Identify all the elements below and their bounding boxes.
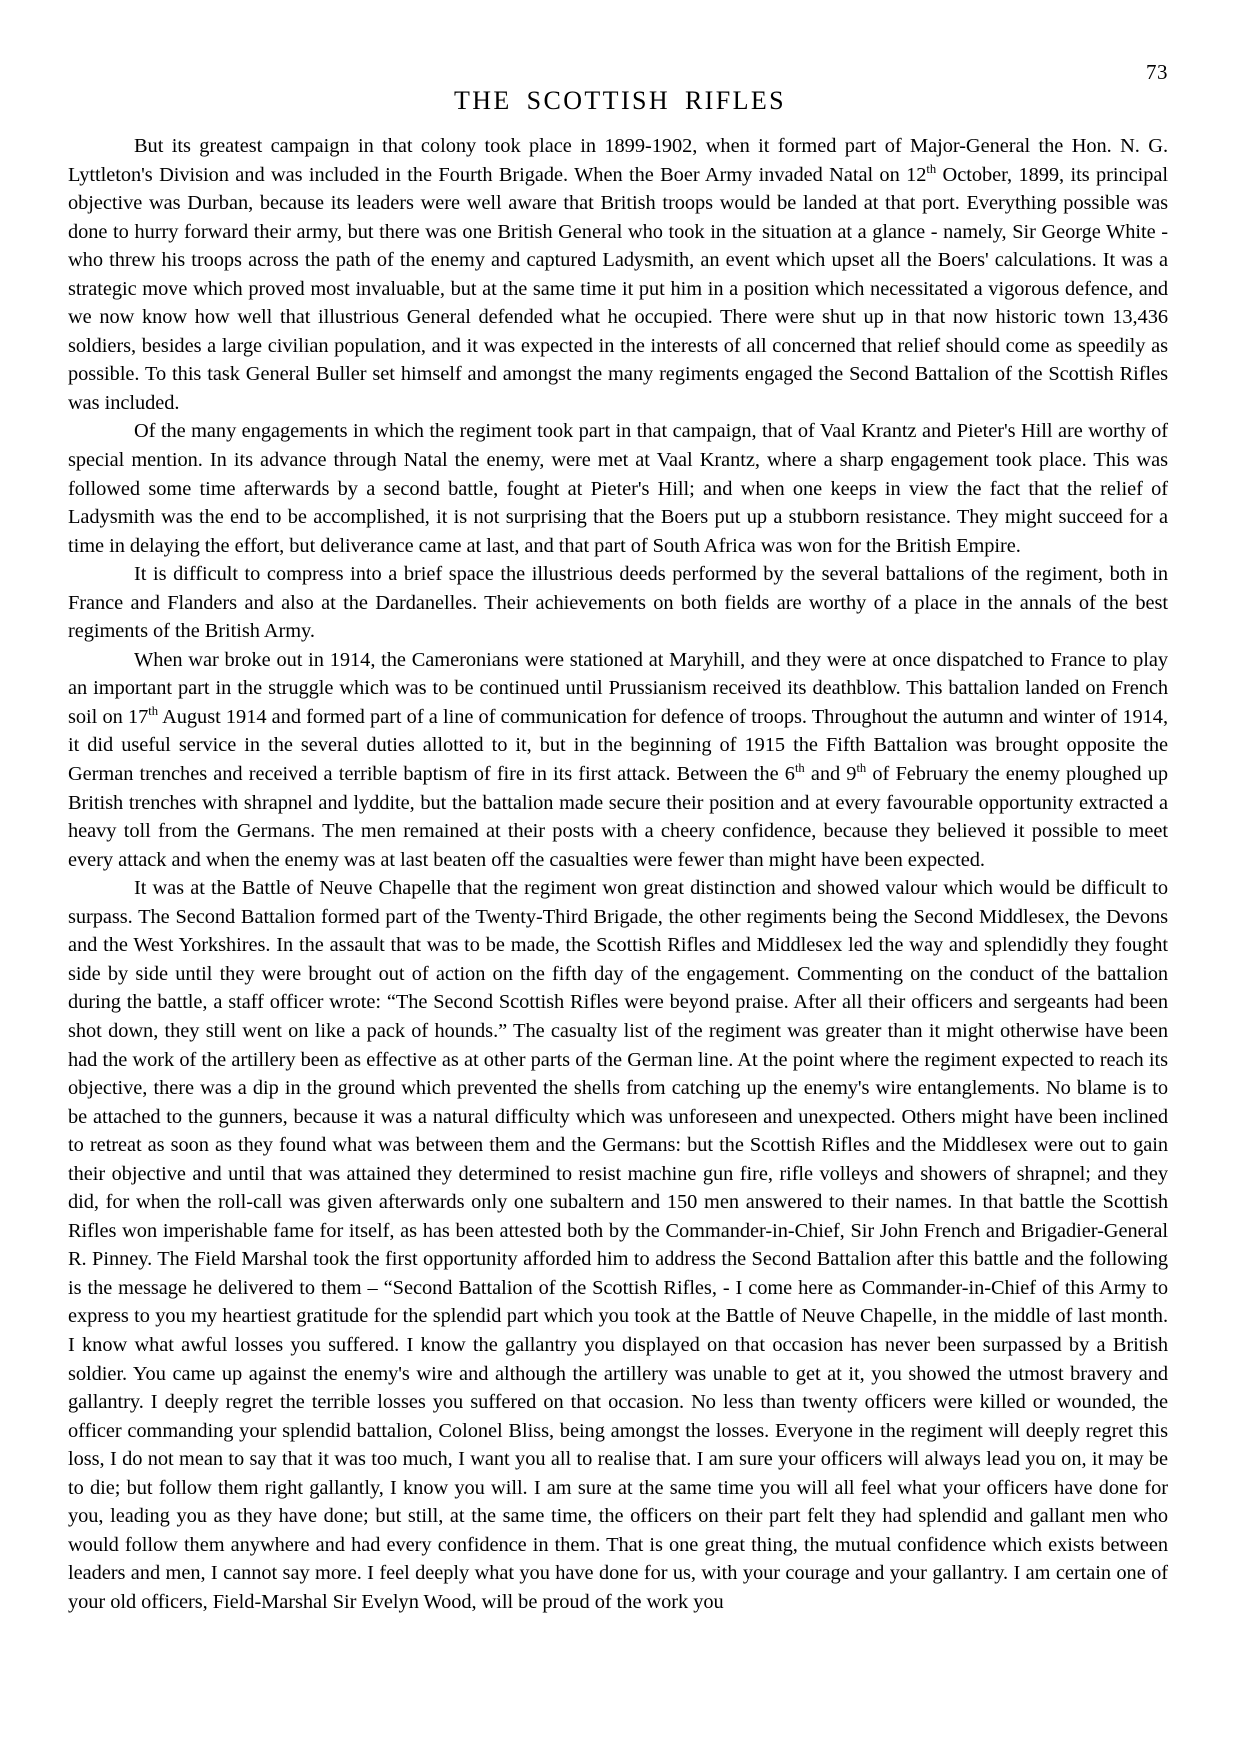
paragraph: But its greatest campaign in that colony took place in 1899-1902, when it formed part of Major-General the Hon. N. G. Lyttleton's Division and was included in the Fourth Brigade. When the Boer Army invaded Natal on 12th October, 1899, its principal objective was Durban, because its leaders were well aware that British troops would be landed at that port. Everything possible was done to hurry forward their army, but there was one British General who took in the situation at a glance - namely, Sir George White - who threw his troops across the path of the enemy and captured Ladysmith, an event which upset all the Boers' calculations. It was a strategic move which proved most invaluable, but at the same time it put him in a position which necessitated a vigorous defence, and we now know how well that illustrious General defended what he occupied. There were shut up in that now historic town 13,436 soldiers, besides a large civilian population, and it was expected in the interests of all concerned that relief should come as speedily as possible. To this task General Buller set himself and amongst the many regiments engaged the Second Battalion of the Scottish Rifles was included. [68, 135, 1168, 414]
ordinal-superscript: th [856, 761, 867, 776]
page-number: 73 [1146, 60, 1168, 84]
ordinal-superscript: th [794, 761, 805, 776]
body-text [68, 132, 1168, 1616]
ordinal-superscript: th [926, 161, 937, 176]
page-title: THE SCOTTISH RIFLES [453, 86, 787, 115]
paragraph: It was at the Battle of Neuve Chapelle that the regiment won great distinction and showed valour which would be difficult to surpass. The Second Battalion formed part of the Twenty-Third Brigade, the other regiments being the Second Middlesex, the Devons and the West Yorkshires. In the assault that was to be made, the Scottish Rifles and Middlesex led the way and splendidly they fought side by side until they were brought out of action on the fifth day of the engagement. Commenting on the conduct of the battalion during the battle, a staff officer wrote: “The Second Scottish Rifles were beyond praise. After all their officers and sergeants had been shot down, they still went on like a pack of hounds.” The casualty list of the regiment was greater than it might otherwise have been had the work of the artillery been as effective as at other parts of the German line. At the point where the regiment expected to reach its objective, there was a dip in the ground which prevented the shells from catching up the enemy's wire entanglements. No blame is to be attached to the gunners, because it was a natural difficulty which was unforeseen and unexpected. Others might have been inclined to retreat as soon as they found what was between them and the Germans: but the Scottish Rifles and the Middlesex were out to gain their objective and until that was attained they determined to resist machine gun fire, rifle volleys and showers of shrapnel; and they did, for when the roll-call was given afterwards only one subaltern and 150 men answered to their names. In that battle the Scottish Rifles won imperishable fame for itself, as has been attested both by the Commander-in-Chief, Sir John French and Brigadier-General R. Pinney. The Field Marshal took the first opportunity afforded him to address the Second Battalion after this battle and the following is the message he delivered to them – “Second Battalion of the Scottish Rifles, - I come here as Commander-in-Chief of this Army to express to you my heartiest gratitude for the splendid part which you took at the Battle of Neuve Chapelle, in the middle of last month. I know what awful losses you suffered. I know the gallantry you displayed on that occasion has never been surpassed by a British soldier. You came up against the enemy's wire and although the artillery was unable to get at it, you showed the utmost bravery and gallantry. I deeply regret the terrible losses you suffered on that occasion. No less than twenty officers were killed or wounded, the officer commanding your splendid battalion, Colonel Bliss, being amongst the losses. Everyone in the regiment will deeply regret this loss, I do not mean to say that it was too much, I want you all to realise that. I am sure your officers will always lead you on, it may be to die; but follow them right gallantly, I know you will. I am sure at the same time you will all feel what your officers have done for you, leading you as they have done; but still, at the same time, the officers on their part felt they had splendid and gallant men who would follow them anywhere and had every confidence in them. That is one great thing, the mutual confidence which exists between leaders and men, I cannot say more. I feel deeply what you have done for us, with your courage and your gallantry. I am certain one of your old officers, Field-Marshal Sir Evelyn Wood, will be proud of the work you [68, 877, 1168, 1613]
paragraph: Of the many engagements in which the regiment took part in that campaign, that of Vaal Krantz and Pieter's Hill are worthy of special mention. In its advance through Natal the enemy, were met at Vaal Krantz, where a sharp engagement took place. This was followed some time afterwards by a second battle, fought at Pieter's Hill; and when one keeps in view the fact that the relief of Ladysmith was the end to be accomplished, it is not surprising that the Boers put up a stubborn resistance. They might succeed for a time in delaying the effort, but deliverance came at last, and that part of South Africa was won for the British Empire. [68, 420, 1168, 557]
paragraph: It is difficult to compress into a brief space the illustrious deeds performed by the several battalions of the regiment, both in France and Flanders and also at the Dardanelles. Their achievements on both fields are worthy of a place in the annals of the best regiments of the British Army. [68, 563, 1168, 643]
paragraph: When war broke out in 1914, the Cameronians were stationed at Maryhill, and they were at once dispatched to France to play an important part in the struggle which was to be continued until Prussianism received its deathblow. This battalion landed on French soil on 17th August 1914 and formed part of a line of communication for defence of troops. Throughout the autumn and winter of 1914, it did useful service in the several duties allotted to it, but in the beginning of 1915 the Fifth Battalion was brought opposite the German trenches and received a terrible baptism of fire in its first attack. Between the 6th and 9th of February the enemy ploughed up British trenches with shrapnel and lyddite, but the battalion made secure their position and at every favourable opportunity extracted a heavy toll from the Germans. The men remained at their posts with a cheery confidence, because they believed it possible to meet every attack and when the enemy was at last beaten off the casualties were fewer than might have been expected. [68, 648, 1168, 871]
ordinal-superscript: th [148, 704, 158, 719]
